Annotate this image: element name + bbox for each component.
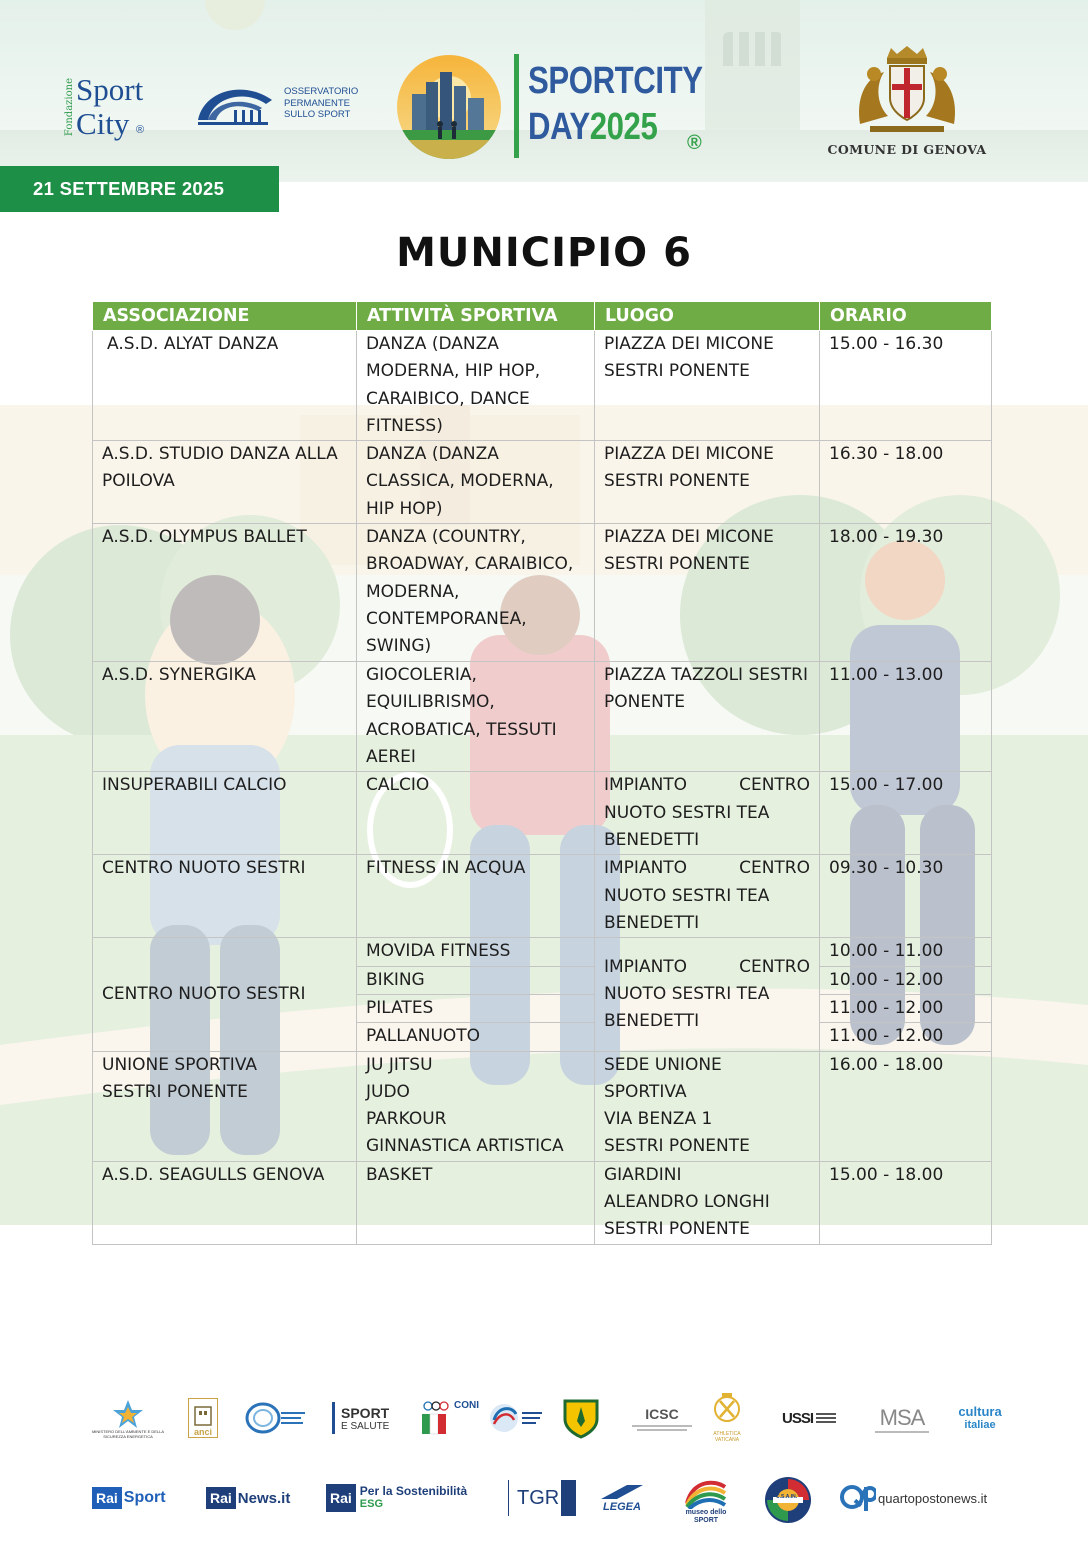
cell-luogo bbox=[595, 1051, 820, 1161]
activity-line: GINNASTICA ARTISTICA bbox=[366, 1136, 564, 1157]
event-registered-mark: ® bbox=[687, 132, 702, 154]
rai-sport-logo bbox=[92, 1482, 170, 1514]
cell-luogo: PIAZZA DEI MICONE SESTRI PONENTE bbox=[595, 524, 820, 662]
cell-luogo bbox=[595, 938, 820, 1051]
sport-e-salute-word2: E SALUTE bbox=[341, 1420, 390, 1432]
cell-luogo: PIAZZA DEI MICONE SESTRI PONENTE bbox=[595, 331, 820, 441]
cell-orario: 11.00 - 13.00 bbox=[820, 662, 992, 772]
italiae-label: italiae bbox=[964, 1419, 996, 1431]
rai-esg-text bbox=[360, 1485, 467, 1511]
museo-dello-sport-logo bbox=[678, 1472, 734, 1528]
cell-orario: 10.00 - 12.00 bbox=[820, 966, 992, 994]
cell-luogo bbox=[595, 855, 820, 938]
column-header-luogo: LUOGO bbox=[595, 302, 820, 331]
logo-divider bbox=[514, 54, 519, 158]
city-runners-emblem-icon bbox=[396, 54, 502, 160]
luogo-line: GIARDINI bbox=[604, 1164, 682, 1185]
activity-line: JU JITSU bbox=[366, 1054, 433, 1075]
cell-associazione: CENTRO NUOTO SESTRI bbox=[93, 855, 357, 938]
luogo-first-line bbox=[604, 772, 810, 799]
luogo-rest: NUOTO SESTRI TEA BENEDETTI bbox=[604, 983, 770, 1032]
tgr-block bbox=[561, 1480, 576, 1516]
luogo-rest: NUOTO SESTRI TEA BENEDETTI bbox=[604, 802, 770, 850]
column-header-orario: ORARIO bbox=[820, 302, 992, 331]
activity-line: JUDO bbox=[366, 1081, 410, 1102]
cell-associazione: A.S.D. STUDIO DANZA ALLA POILOVA bbox=[93, 441, 357, 524]
table-row bbox=[93, 855, 992, 938]
icsc-logo bbox=[624, 1402, 700, 1434]
event-date-banner: 21 SETTEMBRE 2025 bbox=[0, 166, 279, 212]
anci-label: anci bbox=[193, 1427, 212, 1437]
stadium-icon bbox=[194, 80, 276, 130]
cell-associazione bbox=[93, 1051, 357, 1161]
quartopostonews-label: quartopostonews.it bbox=[878, 1490, 988, 1506]
event-logo-line2 bbox=[528, 106, 657, 149]
ministero-label: MINISTERO DELL'AMBIENTE E DELLA SICUREZZA ENERGETICA bbox=[91, 1429, 165, 1439]
legea-swoosh-icon bbox=[599, 1483, 645, 1501]
registered-mark: ® bbox=[136, 124, 145, 136]
swirl-globe-icon bbox=[243, 1400, 307, 1436]
luogo-line: SESTRI PONENTE bbox=[604, 1136, 750, 1157]
luogo-word: CENTRO bbox=[739, 858, 810, 879]
cell-orario: 16.00 - 18.00 bbox=[820, 1051, 992, 1161]
cell-attivita: PALLANUOTO bbox=[357, 1023, 595, 1051]
csain-emblem-icon bbox=[763, 1475, 813, 1525]
rai-news-word: News.it bbox=[237, 1489, 291, 1507]
csain-label: C.S.A.IN. bbox=[776, 1494, 798, 1500]
rai-sostenibilita-logo bbox=[326, 1480, 486, 1516]
cell-associazione: CENTRO NUOTO SESTRI bbox=[93, 938, 357, 1051]
genova-coat-of-arms-icon bbox=[850, 44, 964, 136]
qp-monogram-icon bbox=[840, 1483, 876, 1513]
activity-line: PARKOUR bbox=[366, 1109, 447, 1130]
table-row bbox=[93, 938, 992, 966]
sports-shield-logo bbox=[562, 1396, 600, 1440]
luogo-line: SPORTIVA bbox=[604, 1081, 687, 1102]
cultura-label: cultura bbox=[958, 1404, 1002, 1419]
cell-orario: 16.30 - 18.00 bbox=[820, 441, 992, 524]
table-row bbox=[93, 772, 992, 855]
cell-attivita bbox=[357, 1051, 595, 1161]
osservatorio-line: OSSERVATORIO bbox=[284, 86, 359, 97]
osservatorio-line: PERMANENTE bbox=[284, 97, 350, 109]
coni-label: CONI bbox=[454, 1400, 479, 1411]
page-title: MUNICIPIO 6 bbox=[396, 230, 692, 276]
coni-logo bbox=[420, 1394, 479, 1442]
cell-associazione: A.S.D. SEAGULLS GENOVA bbox=[93, 1161, 357, 1244]
event-logo-line1: SPORTCITY bbox=[528, 60, 703, 102]
luogo-word: IMPIANTO bbox=[604, 956, 688, 977]
cell-orario: 10.00 - 11.00 bbox=[820, 938, 992, 966]
luogo-line: ALEANDRO LONGHI bbox=[604, 1192, 770, 1213]
column-header-associazione: ASSOCIAZIONE bbox=[93, 302, 357, 331]
rai-badge: Rai bbox=[206, 1487, 236, 1509]
table-row bbox=[93, 662, 992, 772]
table-row bbox=[93, 1051, 992, 1161]
cell-attivita: BIKING bbox=[357, 966, 595, 994]
cell-luogo bbox=[595, 1161, 820, 1244]
athletica-vaticana-logo bbox=[708, 1390, 746, 1444]
comune-label: COMUNE DI GENOVA bbox=[827, 142, 987, 157]
museo-label: museo dello SPORT bbox=[685, 1509, 727, 1524]
tgr-logo bbox=[508, 1480, 576, 1516]
msa-rule bbox=[875, 1431, 929, 1433]
cell-attivita: PILATES bbox=[357, 994, 595, 1022]
tgr-label: TGR bbox=[517, 1486, 560, 1509]
table-row bbox=[93, 441, 992, 524]
cell-associazione: INSUPERABILI CALCIO bbox=[93, 772, 357, 855]
anci-logo bbox=[188, 1398, 218, 1438]
cell-orario: 11.00 - 12.00 bbox=[820, 994, 992, 1022]
table-header-row bbox=[93, 302, 992, 331]
sport-e-salute-word1: SPORT bbox=[341, 1404, 390, 1421]
cell-orario: 15.00 - 17.00 bbox=[820, 772, 992, 855]
luogo-first-line bbox=[604, 855, 810, 882]
luogo-line: SESTRI PONENTE bbox=[604, 1219, 750, 1240]
cell-orario: 15.00 - 16.30 bbox=[820, 331, 992, 441]
schedule-table bbox=[92, 301, 992, 1245]
vatican-keys-icon bbox=[712, 1391, 742, 1431]
cell-orario: 11.00 - 12.00 bbox=[820, 1023, 992, 1051]
anci-building-icon bbox=[193, 1403, 213, 1427]
cell-associazione: A.S.D. ALYAT DANZA bbox=[93, 331, 357, 441]
csain-logo bbox=[762, 1474, 814, 1526]
swirl-institution-logo bbox=[242, 1398, 308, 1438]
rai-sport-word: Sport bbox=[123, 1489, 166, 1506]
rai-badge: Rai bbox=[326, 1484, 356, 1512]
table-row bbox=[93, 524, 992, 662]
luogo-word: IMPIANTO bbox=[604, 858, 688, 879]
osservatorio-line: SULLO SPORT bbox=[284, 109, 351, 120]
cell-attivita: FITNESS IN ACQUA bbox=[357, 855, 595, 938]
cell-attivita: BASKET bbox=[357, 1161, 595, 1244]
cell-luogo: PIAZZA DEI MICONE SESTRI PONENTE bbox=[595, 441, 820, 524]
ussi-label: USSI bbox=[782, 1409, 814, 1427]
msa-logo bbox=[872, 1402, 932, 1436]
cell-luogo: PIAZZA TAZZOLI SESTRI PONENTE bbox=[595, 662, 820, 772]
fondazione-label: Fondazione bbox=[64, 78, 75, 137]
sportcity-day-logo bbox=[396, 52, 716, 162]
column-header-attivita: ATTIVITÀ SPORTIVA bbox=[357, 302, 595, 331]
paralympic-swirl-icon bbox=[488, 1400, 546, 1436]
star-logo-icon bbox=[111, 1399, 145, 1429]
rai-esg-line1: Per la Sostenibilità bbox=[359, 1484, 468, 1498]
cultura-italiae-logo bbox=[958, 1400, 1002, 1436]
luogo-line: VIA BENZA 1 bbox=[604, 1109, 713, 1130]
legea-label: LEGEA bbox=[603, 1501, 641, 1513]
icsc-rule bbox=[632, 1425, 692, 1427]
rai-news-logo bbox=[206, 1482, 298, 1514]
cell-attivita: DANZA (COUNTRY, BROADWAY, CARAIBICO, MODERNA, CONTEMPORANEA, SWING) bbox=[357, 524, 595, 662]
icsc-label: ICSC bbox=[645, 1405, 679, 1422]
luogo-rest: NUOTO SESTRI TEA BENEDETTI bbox=[604, 885, 770, 933]
cell-attivita: DANZA (DANZA MODERNA, HIP HOP, CARAIBICO, DANCE FITNESS) bbox=[357, 331, 595, 441]
luogo-word: CENTRO bbox=[739, 775, 810, 796]
cell-attivita: MOVIDA FITNESS bbox=[357, 938, 595, 966]
partner-logos-row-2 bbox=[82, 1472, 1012, 1528]
comitato-paralimpico-logo bbox=[487, 1398, 547, 1438]
cell-orario: 15.00 - 18.00 bbox=[820, 1161, 992, 1244]
luogo-line: SEDE UNIONE bbox=[604, 1054, 722, 1075]
cell-orario: 18.00 - 19.30 bbox=[820, 524, 992, 662]
luogo-word: IMPIANTO bbox=[604, 775, 688, 796]
luogo-word: CENTRO bbox=[739, 956, 810, 977]
partner-logos-row-1 bbox=[82, 1390, 1012, 1446]
cell-luogo bbox=[595, 772, 820, 855]
page-header bbox=[0, 0, 1088, 182]
icsc-rule bbox=[637, 1429, 687, 1431]
sportcity-word-city: City bbox=[76, 106, 130, 141]
ussi-logo bbox=[782, 1406, 842, 1430]
cell-attivita: CALCIO bbox=[357, 772, 595, 855]
sportcity-word-sport: Sport bbox=[76, 72, 144, 107]
shield-icon bbox=[563, 1397, 599, 1439]
table-row bbox=[93, 1161, 992, 1244]
table-row bbox=[93, 331, 992, 441]
sport-e-salute-logo bbox=[332, 1402, 402, 1434]
assoc-line: UNIONE SPORTIVA bbox=[102, 1054, 257, 1075]
ministero-ambiente-logo bbox=[88, 1396, 168, 1442]
background-sun-decoration bbox=[205, 0, 265, 30]
fondazione-sportcity-logo bbox=[64, 72, 164, 148]
comune-di-genova-logo bbox=[822, 44, 992, 162]
cell-attivita: GIOCOLERIA, EQUILIBRISMO, ACROBATICA, TESSUTI AEREI bbox=[357, 662, 595, 772]
museo-waves-icon bbox=[683, 1475, 729, 1509]
athletica-vaticana-label: ATHLETICA VATICANA bbox=[713, 1431, 741, 1443]
cell-attivita: DANZA (DANZA CLASSICA, MODERNA, HIP HOP) bbox=[357, 441, 595, 524]
cell-associazione: A.S.D. OLYMPUS BALLET bbox=[93, 524, 357, 662]
event-logo-year: 2025 bbox=[589, 106, 658, 148]
event-logo-day: DAY bbox=[528, 106, 590, 148]
assoc-line: SESTRI PONENTE bbox=[102, 1081, 248, 1102]
quartopostonews-logo bbox=[840, 1482, 1010, 1514]
cell-associazione: A.S.D. SYNERGIKA bbox=[93, 662, 357, 772]
osservatorio-logo bbox=[194, 80, 359, 132]
rai-badge: Rai bbox=[92, 1487, 122, 1509]
msa-label: MSA bbox=[879, 1405, 925, 1430]
legea-logo bbox=[594, 1478, 650, 1518]
ussi-subtext-lines bbox=[816, 1413, 836, 1423]
rai-esg-line2: ESG bbox=[359, 1498, 384, 1510]
luogo-first-line bbox=[604, 954, 810, 981]
cell-orario: 09.30 - 10.30 bbox=[820, 855, 992, 938]
